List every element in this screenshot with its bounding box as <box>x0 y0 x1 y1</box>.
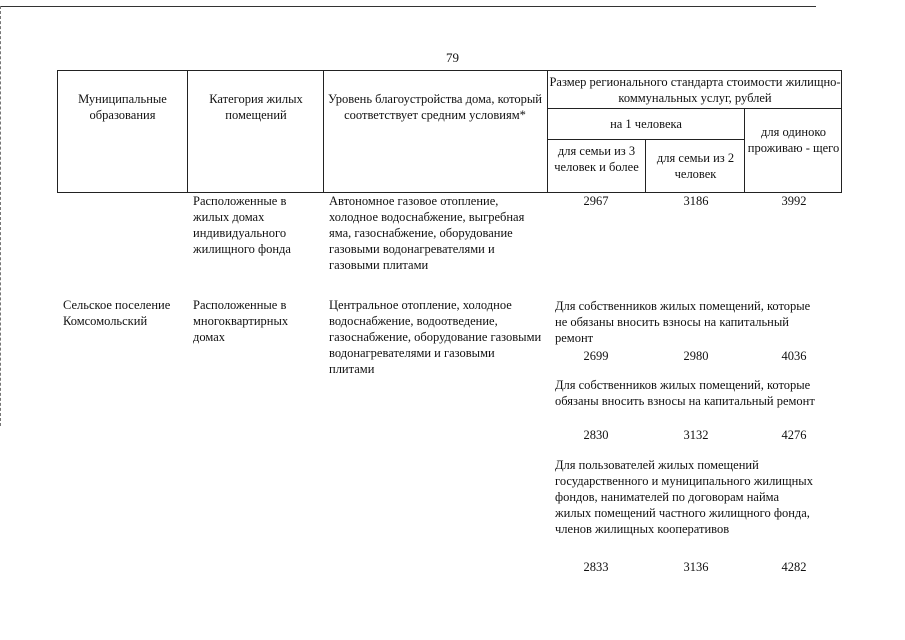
row2-group3-value-family-3plus: 2833 <box>583 560 609 574</box>
header-vline-6 <box>841 70 842 192</box>
header-vline-1 <box>187 70 188 192</box>
header-vline-3 <box>547 70 548 192</box>
table-top-border <box>57 70 842 71</box>
page-number: 79 <box>446 50 459 65</box>
row2-group1-note: Для собственников жилых помещений, которые не обязаны вносить взносы на капитальный ремонт <box>555 299 811 345</box>
row2-group2-value-family-2: 3132 <box>683 428 709 442</box>
row2-group2-value-family-3plus: 2830 <box>583 428 609 442</box>
row1-category: Расположенные в жилых домах индивидуального жилищного фонда <box>193 194 291 256</box>
row2-group3-value-single: 4282 <box>781 560 807 574</box>
header-family-3plus: для семьи из 3 человек и более <box>554 144 639 174</box>
header-category: Категория жилых помещений <box>209 92 303 122</box>
header-municipality: Муниципальные образования <box>78 92 167 122</box>
row2-group1-value-family-3plus: 2699 <box>583 349 609 363</box>
row1-value-family-2: 3186 <box>683 194 709 208</box>
row1-value-family-3plus: 2967 <box>583 194 609 208</box>
row2-category: Расположенные в многоквартирных домах <box>193 298 289 344</box>
row2-amenity: Центральное отопление, холодное водоснабжение, водоотведение, газоснабжение, оборудование газовыми водонагревателями и газовыми плитами <box>329 298 542 376</box>
row1-amenity: Автономное газовое отопление, холодное водоснабжение, выгребная яма, газоснабжение, оборудование газовыми водонагревателями и газовыми плитами <box>329 194 525 272</box>
row2-group2-value-single: 4276 <box>781 428 807 442</box>
header-vline-0 <box>57 70 58 192</box>
row2-municipality: Сельское поселение Комсомольский <box>63 298 171 328</box>
row2-group1-value-family-2: 2980 <box>683 349 709 363</box>
header-amenity-level: Уровень благоустройства дома, который соответствует средним условиям* <box>328 92 542 122</box>
scan-left-edge <box>0 6 1 426</box>
row2-group3-value-family-2: 3136 <box>683 560 709 574</box>
row2-group2-note: Для собственников жилых помещений, которые обязаны вносить взносы на капитальный ремонт <box>555 378 815 408</box>
header-vline-2 <box>323 70 324 192</box>
header-standard-size: Размер регионального стандарта стоимости жилищно-коммунальных услуг, рублей <box>549 75 841 105</box>
row1-value-single: 3992 <box>781 194 807 208</box>
row2-group1-value-single: 4036 <box>781 349 807 363</box>
row2-group3-note: Для пользователей жилых помещений государственного и муниципального жилищных фондов, нанимателей по договорам найма жилых помещений частного жилищного фонда, членов жилищных кооперативов <box>555 458 813 536</box>
header-vline-5 <box>744 108 745 192</box>
header-per-person: на 1 человека <box>610 117 682 131</box>
header-single: для одиноко проживаю - щего <box>747 125 840 155</box>
header-divider-standard <box>547 108 842 109</box>
scan-edge-line <box>0 6 816 7</box>
header-vline-4 <box>645 139 646 192</box>
header-family-2: для семьи из 2 человек <box>656 151 735 181</box>
